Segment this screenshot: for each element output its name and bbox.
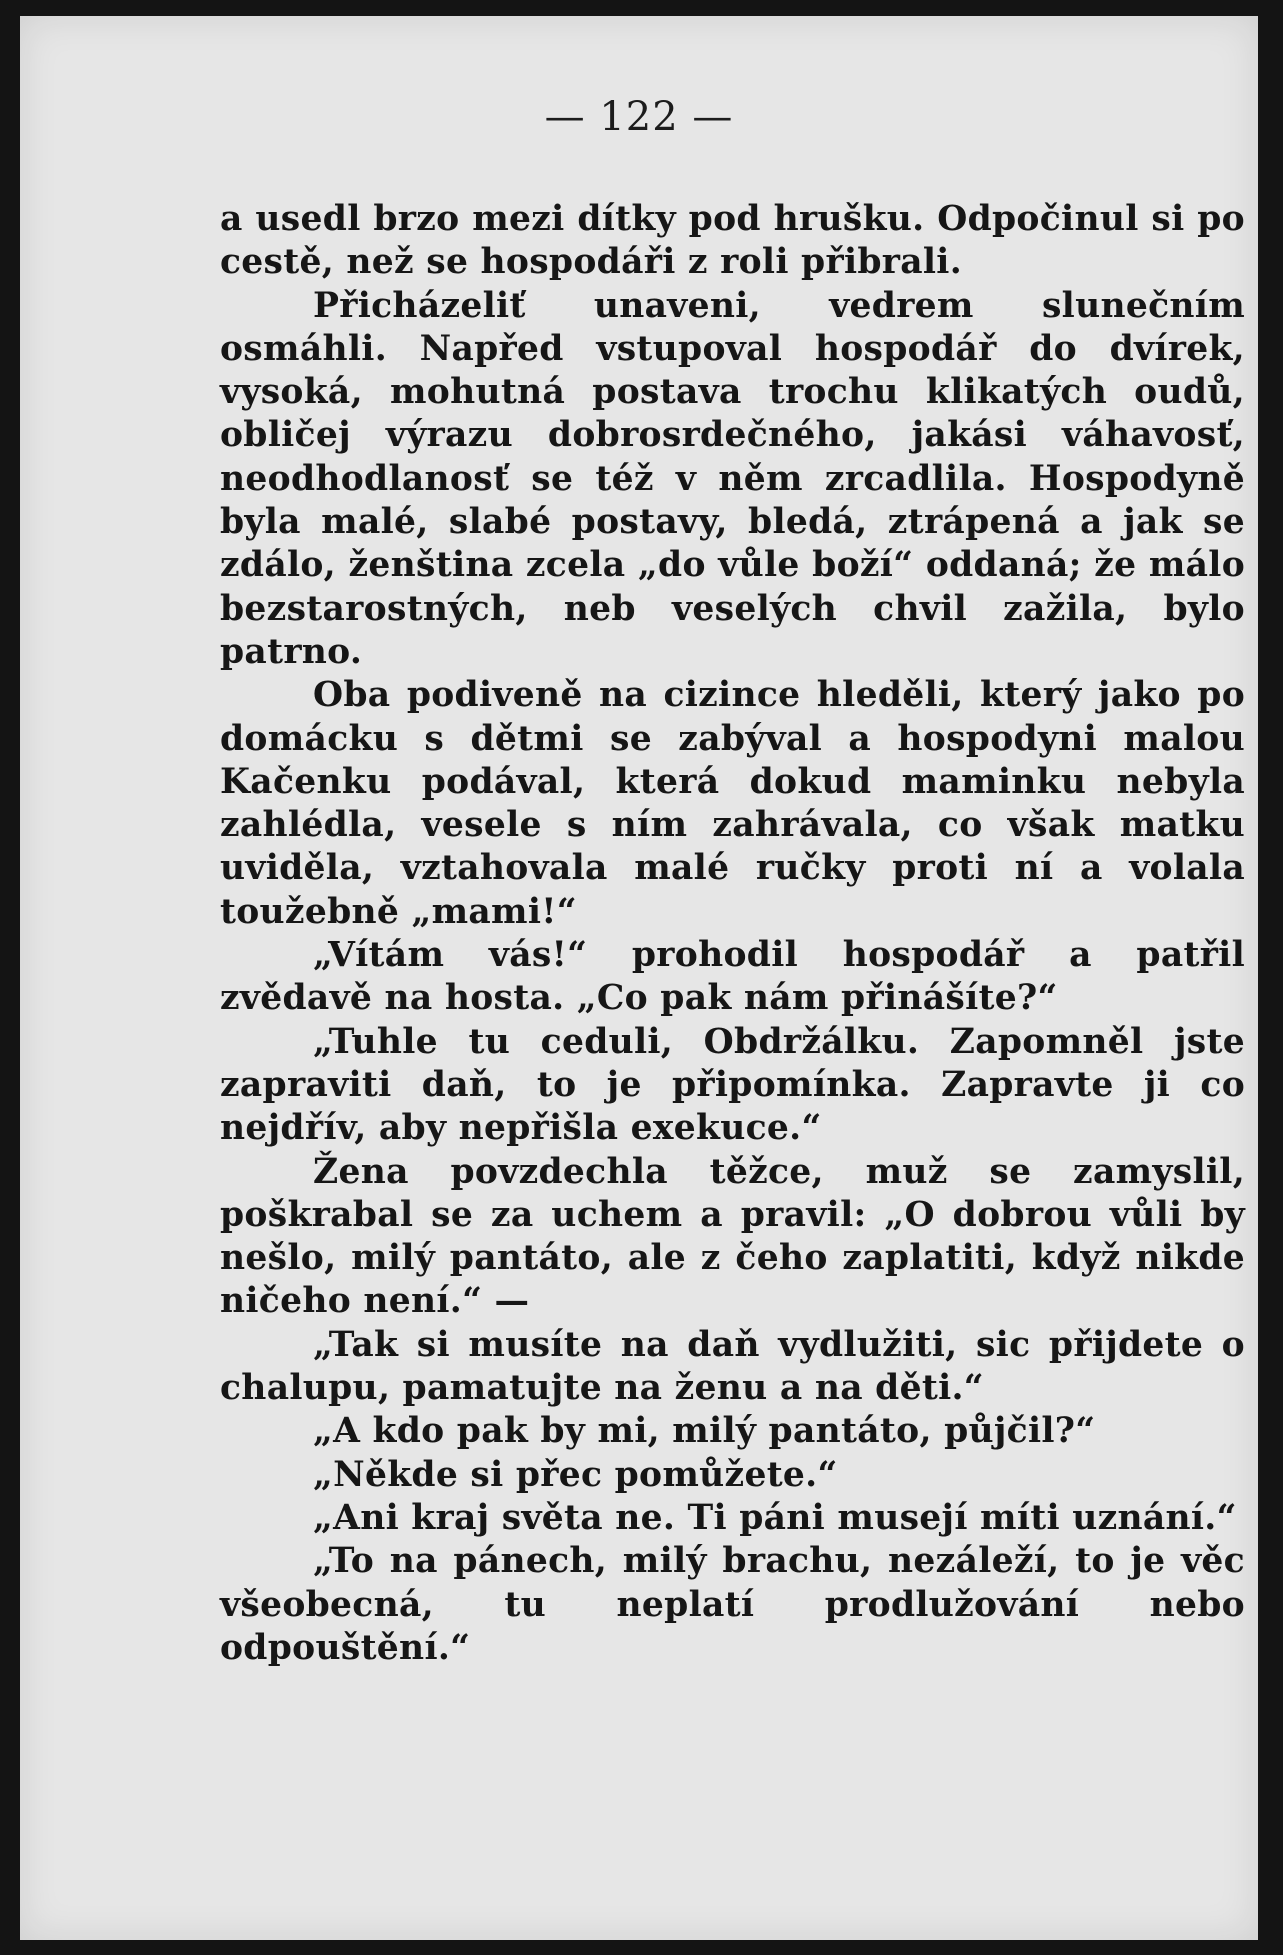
paragraph: „Někde si přec pomůžete.“ xyxy=(313,1454,838,1495)
page-text xyxy=(220,198,1245,1670)
paragraph: „Vítám vás!“ prohodil hospodář a patřil zvědavě na hosta. „Co pak nám přinášíte?“ xyxy=(220,935,1245,1019)
paragraph: Žena povzdechla těžce, muž se zamyslil, poškrabal se za uchem a pravil: „O dobrou vůli by nešlo, milý pantáto, ale z čeho zaplatiti, když nikde ničeho není.“ — xyxy=(220,1151,1245,1322)
paragraph: „Ani kraj světa ne. Ti páni musejí míti uznání.“ xyxy=(313,1497,1237,1538)
paragraph: „To na pánech, milý brachu, nezáleží, to je věc všeobecná, tu neplatí prodlužování nebo odpouštění.“ xyxy=(220,1541,1245,1668)
book-page xyxy=(20,16,1258,1940)
paragraph: „Tuhle tu ceduli, Obdržálku. Zapomněl jste zapraviti daň, to je připomínka. Zapravte ji co nejdřív, aby nepřišla exekuce.“ xyxy=(220,1021,1245,1149)
paragraph: „A kdo pak by mi, milý pantáto, půjčil?“ xyxy=(313,1411,1096,1452)
paragraph: Přicházeliť unaveni, vedrem slunečním osmáhli. Napřed vstupoval hospodář do dvírek, vysoká, mohutná postava trochu klikatých oudů, obličej výrazu dobrosrdečného, jakási váhavosť, neodhodlanosť se též v něm zrcadlila. Hospodyně byla malé, slabé postavy, bledá, ztrápená a jak se zdálo, ženština zcela „do vůle boží“ oddaná; že málo bezstarostných, neb veselých chvil zažila, bylo patrno. xyxy=(220,285,1245,672)
paragraph: a usedl brzo mezi dítky pod hrušku. Odpočinul si po cestě, než se hospodáři z roli přibrali. xyxy=(220,199,1245,283)
page-number: — 122 — xyxy=(544,94,734,140)
paragraph: „Tak si musíte na daň vydlužiti, sic přijdete o chalupu, pamatujte na ženu a na děti.“ xyxy=(220,1324,1245,1409)
paragraph: Oba podiveně na cizince hleděli, který jako po domácku s dětmi se zabýval a hospodyni malou Kačenku podával, která dokud maminku nebyla zahlédla, vesele s ním zahrávala, co však matku uviděla, vztahovala malé ručky proti ní a volala toužebně „mami!“ xyxy=(220,675,1245,932)
